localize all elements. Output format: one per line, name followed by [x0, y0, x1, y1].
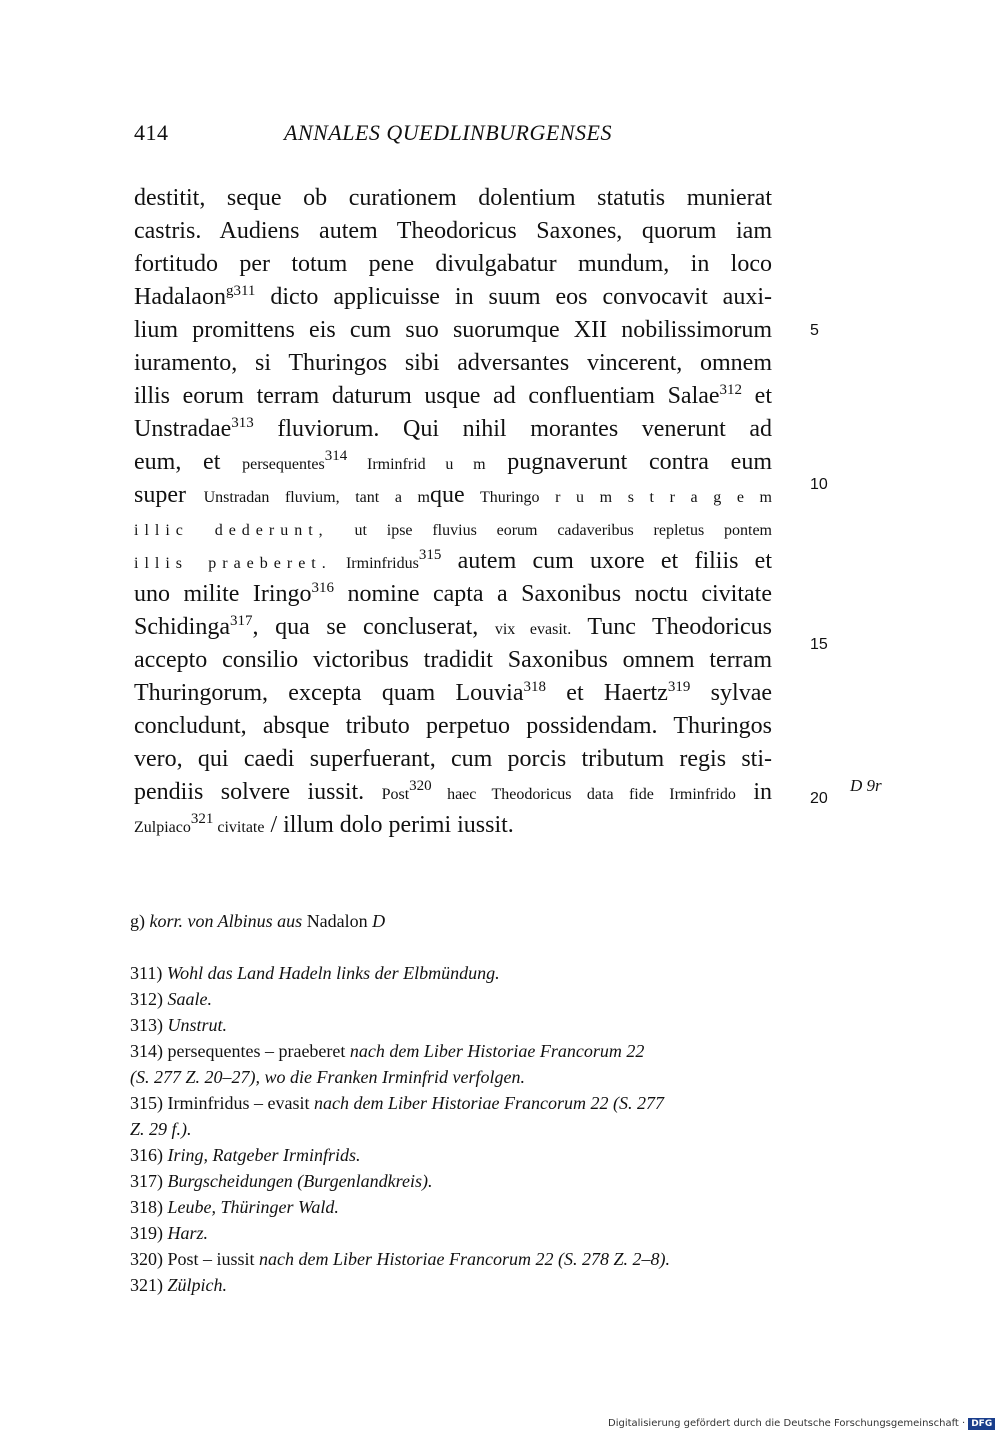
text-line: illic dederunt, ut ipse fluvius eorum cadaveribus repletus pontem [134, 522, 772, 539]
text-line: destitit, seque ob curationem dolentium statutis munierat [134, 185, 772, 211]
text-line: Hadalaon$^{g311}$ dicto applicuisse in suum eos convocavit auxi- [134, 283, 772, 310]
page-number: 414 [134, 120, 169, 145]
footnote-ref: 321 [190, 811, 214, 827]
footnote: 318) Leube, Thüringer Wald. [130, 1197, 339, 1217]
line-number: 15 [810, 636, 828, 653]
text-line: concludunt, absque tributo perpetuo possidendam. Thuringos [134, 713, 772, 739]
footnote: 317) Burgscheidungen (Burgenlandkreis). [130, 1171, 433, 1191]
text-line: uno milite Iringo$^{316}$ nomine capta a Saxonibus noctu civitate [134, 580, 772, 607]
footnote-ref: 319 [667, 679, 691, 695]
funding-footer: Digitalisierung gefördert durch die Deutsche Forschungsgemeinschaft · DFG [608, 1418, 995, 1430]
text-line: castris. Audiens autem Theodoricus Saxones, quorum iam [134, 218, 772, 244]
footnote-ref: g311 [225, 283, 256, 299]
text-line: Thuringorum, excepta quam Louvia$^{318}$ et Haertz$^{319}$ sylvae [134, 679, 772, 706]
footnote: 320) Post – iussit nach dem Liber Historiae Francorum 22 (S. 278 Z. 2–8). [130, 1249, 671, 1269]
text-line: illis praeberet. Irminfridus$^{315}$ autem cum uxore et filiis et [134, 547, 773, 574]
footnote-ref: 318 [523, 679, 546, 695]
text-line: Unstradae$^{313}$ fluviorum. Qui nihil morantes venerunt ad [134, 415, 772, 442]
text-line: vero, qui caedi superfuerant, cum porcis tributum regis sti- [134, 746, 772, 772]
text-line: accepto consilio victoribus tradidit Saxonibus omnem terram [134, 647, 772, 673]
text-line: Zulpiaco$^{321}$ civitate / illum dolo perimi iussit. [134, 811, 514, 838]
footnote-ref: 314 [324, 448, 348, 464]
text-line: illis eorum terram daturum usque ad confluentiam Salae$^{312}$ et [134, 382, 772, 409]
text-line: lium promittens eis cum suo suorumque XII nobilissimorum [134, 317, 772, 343]
footnote-continuation: (S. 277 Z. 20–27), wo die Franken Irminfrid verfolgen. [130, 1067, 525, 1087]
footnote: 316) Iring, Ratgeber Irminfrids. [130, 1145, 361, 1165]
line-number: 20 [810, 790, 828, 807]
footnote: 312) Saale. [130, 989, 212, 1009]
footnote: 321) Zülpich. [130, 1275, 228, 1295]
footnote: 313) Unstrut. [130, 1015, 228, 1035]
line-number: 5 [810, 322, 819, 339]
footnote: 314) persequentes – praeberet nach dem Liber Historiae Francorum 22 [130, 1041, 645, 1061]
footnote-ref: 315 [418, 547, 442, 563]
margin-siglum: D 9r [850, 776, 882, 795]
text-line: super Unstradan fluvium, tant a mque Thuringo r u m s t r a g e m [134, 482, 772, 508]
text-line: eum, et persequentes$^{314}$ Irminfrid u m pugnaverunt contra eum [134, 448, 772, 475]
text-line: pendiis solvere iussit. Post$^{320}$ haec Theodoricus data fide Irminfrido in [134, 778, 772, 805]
footnote-continuation: Z. 29 f.). [130, 1119, 192, 1139]
footnote-ref: 313 [231, 415, 254, 431]
footnote-ref: 320 [409, 778, 432, 794]
footnote-ref: 316 [311, 580, 335, 596]
text-line: Schidinga$^{317}$, qua se concluserat, vix evasit. Tunc Theodoricus [134, 613, 772, 640]
dfg-logo: DFG [968, 1418, 995, 1430]
running-head: ANNALES QUEDLINBURGENSES [284, 120, 612, 145]
apparatus-note: g) korr. von Albinus aus Nadalon D [130, 911, 386, 931]
footnote-ref: 317 [230, 613, 253, 629]
footnote-ref: 312 [719, 382, 743, 398]
footnote: 315) Irminfridus – evasit nach dem Liber Historiae Francorum 22 (S. 277 [130, 1093, 664, 1113]
text-line: fortitudo per totum pene divulgabatur mundum, in loco [134, 251, 772, 277]
text-line: iuramento, si Thuringos sibi adversantes vincerent, omnem [134, 350, 772, 376]
footnote: 311) Wohl das Land Hadeln links der Elbmündung. [130, 963, 500, 983]
footnote: 319) Harz. [130, 1223, 209, 1243]
line-number: 10 [810, 476, 828, 493]
